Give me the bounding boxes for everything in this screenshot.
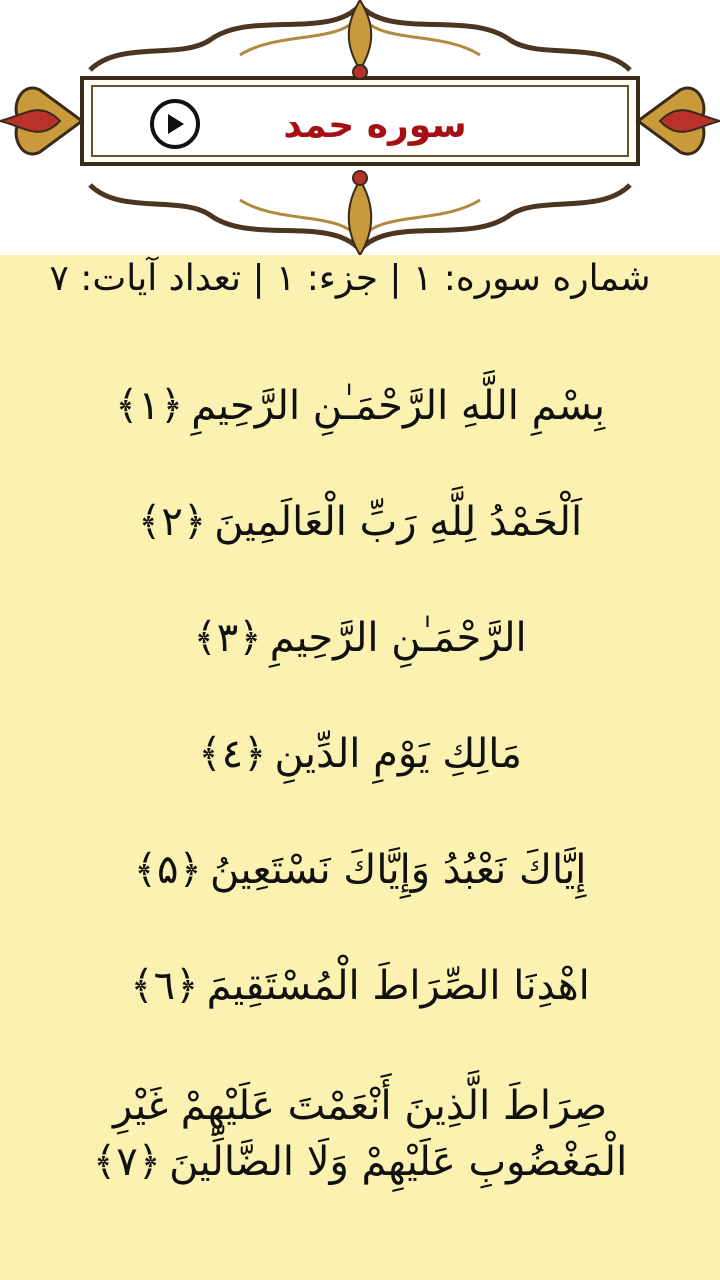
verse-text: صِرَاطَ الَّذِينَ أَنْعَمْتَ عَلَيْهِمْ غَيْرِ الْمَغْضُوبِ عَلَيْهِمْ وَلَا الضَّالِّينَ xyxy=(112,1083,628,1185)
verse-text: اَلْحَمْدُ لِلَّهِ رَبِّ الْعَالَمِينَ xyxy=(214,499,583,545)
verse-2 xyxy=(40,476,680,592)
header-banner xyxy=(0,0,720,255)
verse-text: الرَّحْمَـٰنِ الرَّحِيمِ xyxy=(269,615,527,661)
play-icon xyxy=(164,112,186,136)
ayah-number-mark: ﴿۷﴾ xyxy=(92,1139,162,1185)
verse-list xyxy=(40,360,680,1190)
verse-6 xyxy=(40,940,680,1056)
play-button[interactable] xyxy=(150,99,200,149)
verse-1 xyxy=(40,360,680,476)
verse-text: اهْدِنَا الصِّرَاطَ الْمُسْتَقِيمَ xyxy=(206,963,590,1009)
verse-text: مَالِكِ يَوْمِ الدِّينِ xyxy=(274,731,522,777)
title-plate xyxy=(145,93,565,158)
ayah-number-mark: ﴿٦﴾ xyxy=(130,963,199,1009)
surah-info: شماره سوره: ۱ | جزء: ۱ | تعداد آیات: ۷ xyxy=(49,258,651,299)
verse-5 xyxy=(40,824,680,940)
ayah-number-mark: ﴿۱﴾ xyxy=(114,383,184,429)
surah-title: سوره حمد xyxy=(283,105,467,146)
ayah-number-mark: ﴿٤﴾ xyxy=(198,731,267,777)
verse-4 xyxy=(40,708,680,824)
verse-3 xyxy=(40,592,680,708)
ayah-number-mark: ﴿۳﴾ xyxy=(193,615,262,661)
verse-text: إِيَّاكَ نَعْبُدُ وَإِيَّاكَ نَسْتَعِينُ xyxy=(209,847,587,893)
verse-text: بِسْمِ اللَّهِ الرَّحْمَـٰنِ الرَّحِيمِ xyxy=(191,383,606,429)
verse-7 xyxy=(40,1056,680,1190)
ayah-number-mark: ﴿۲﴾ xyxy=(137,499,207,545)
ayah-number-mark: ﴿۵﴾ xyxy=(133,847,202,893)
